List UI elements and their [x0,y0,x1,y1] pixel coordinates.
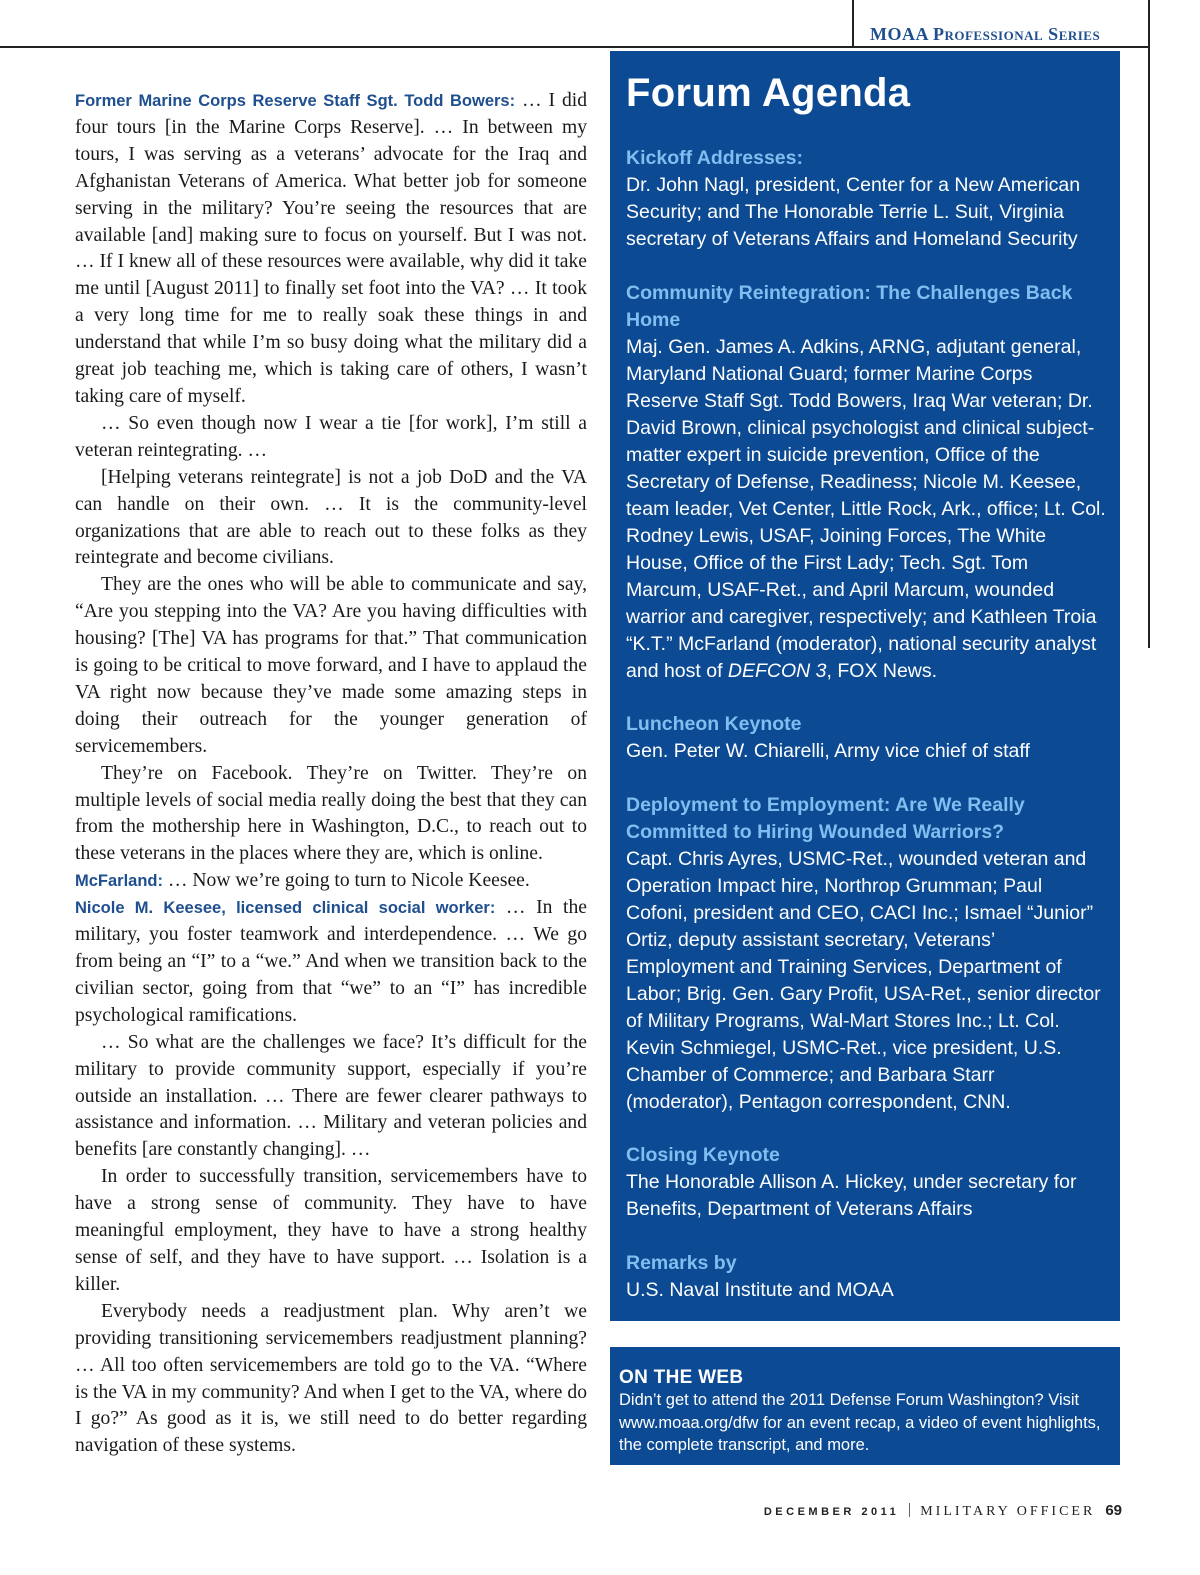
article-paragraph [75,868,587,895]
article-paragraph: They’re on Facebook. They’re on Twitter. They’re on multiple levels of social media really doing the best that they can from the mothership here in Washington, D.C., to reach out to these veterans in the places where they are, which is online. [75,762,587,865]
margin-rule [1148,0,1150,648]
article-paragraph: … So what are the challenges we face? It’s difficult for the military to provide community support, especially if you’re outside an installation. … There are fewer clearer pathways to assistance and information. … Military and veteran policies and benefits [are constantly changing]. … [75,1031,587,1161]
article-paragraph [75,88,587,411]
agenda-section-body: The Honorable Allison A. Hickey, under secretary for Benefits, Department of Veterans Affairs [626,1171,1077,1220]
series-label: MOAA Professional Series [870,24,1101,44]
paragraph-text: … In the military, you foster teamwork and interdependence. … We go from being an “I” to a “we.” And when we transition back to the civilian sector, going from that “we” to an “I” has incredible psychological ramifications. [75,897,587,1026]
paragraph-text: … Now we’re going to turn to Nicole Keesee. [163,870,530,892]
agenda-section-heading: Closing Keynote [626,1144,780,1166]
agenda-section-remarks [626,1250,1106,1304]
agenda-body-text: , FOX News. [826,659,938,682]
agenda-section-kickoff [626,145,1106,253]
agenda-section-heading: Community Reintegration: The Challenges Back Home [626,281,1073,331]
agenda-section-luncheon [626,711,1106,765]
speaker-label: Former Marine Corps Reserve Staff Sgt. Todd Bowers: [75,92,516,110]
header-divider [852,0,854,48]
web-heading: ON THE WEB [619,1367,744,1388]
speaker-label: McFarland: [75,872,164,891]
forum-agenda-box [610,51,1120,1321]
agenda-title: Forum Agenda [626,71,911,115]
agenda-section-deployment [626,792,1106,1116]
agenda-body-text: Maj. Gen. James A. Adkins, ARNG, adjutant general, Maryland National Guard; former Marine Corps Reserve Staff Sgt. Todd Bowers, Iraq War veteran; Dr. David Brown, clinical psychologist and clinical subject-matter expert in suicide prevention, Office of the Secretary of Defense, Readiness; Nicole M. Keesee, team leader, Vet Center, Little Rock, Ark., office; Lt. Col. Rodney Lewis, USAF, Joining Forces, The White House, Office of the First Lady; Tech. Sgt. Tom Marcum, USAF-Ret., and April Marcum, wounded warrior and caregiver, respectively; and Kathleen Troia “K.T.” McFarland (moderator), national security analyst and host of [626,335,1106,682]
agenda-section-community [626,280,1106,685]
paragraph-text: … I did four tours [in the Marine Corps Reserve]. … In between my tours, I was serving as a veterans’ advocate for the Iraq and Afghanistan Veterans of America. What better job for someone serving in the military? You’re seeing the resources that are available [and] making sure to focus on yourself. But I was not. … If I knew all of these resources were available, why did it take me until [August 2011] to finally set foot into the VA? … It took a very long time for me to really soak these things in and understand that while I’m so busy doing what the military did a great job teaching me, which is taking care of others, I wasn’t taking care of myself. [75,90,587,407]
page-footer [764,1502,1122,1520]
article-paragraph: In order to successfully transition, servicemembers have to have a strong sense of community. They have to have meaningful employment, they have to have a strong healthy sense of self, and they have to have support. … Isolation is a killer. [75,1166,587,1295]
agenda-section-heading: Deployment to Employment: Are We Really Committed to Hiring Wounded Warriors? [626,793,1025,843]
on-the-web-box [610,1347,1120,1465]
agenda-section-heading: Remarks by [626,1251,737,1274]
agenda-section-body: Dr. John Nagl, president, Center for a New American Security; and The Honorable Terrie L. Suit, Virginia secretary of Veterans Affairs and Homeland Security [626,174,1081,250]
article-paragraph: … So even though now I wear a tie [for work], I’m still a veteran reintegrating. … [75,412,587,461]
article-paragraph: [Helping veterans reintegrate] is not a job DoD and the VA can handle on their own. … It is the community-level organizations that are able to reach out to these folks as they reintegrate and become civilians. [75,466,587,569]
footer-divider [909,1503,910,1517]
web-body: Didn’t get to attend the 2011 Defense Forum Washington? Visit www.moaa.org/dfw for an event recap, a video of event highlights, the complete transcript, and more. [619,1391,1101,1454]
show-title: DEFCON 3 [727,659,827,682]
agenda-section-heading: Kickoff Addresses: [626,147,803,169]
page-number: 69 [1105,1502,1122,1519]
header-rule [0,46,1150,48]
article-paragraph [75,895,587,1030]
article-paragraph: They are the ones who will be able to communicate and say, “Are you stepping into the VA? Are you having difficulties with housing? [The] VA has programs for that.” That communication is going to be critical to move forward, and I have to applaud the VA right now because they’ve made some amazing steps in doing their outreach for the younger generation of servicemembers. [75,574,587,757]
speaker-label: Nicole M. Keesee, licensed clinical social worker: [75,899,496,918]
magazine-name: MILITARY OFFICER [920,1504,1096,1519]
agenda-section-closing [626,1142,1106,1223]
agenda-section-body [626,334,1106,685]
issue-date: DECEMBER 2011 [763,1506,900,1518]
agenda-section-body: Capt. Chris Ayres, USMC-Ret., wounded veteran and Operation Impact hire, Northrop Grumman; Paul Cofoni, president and CEO, CACI Inc.; Ismael “Junior” Ortiz, deputy assistant secretary, Veterans’ Employment and Training Services, Department of Labor; Brig. Gen. Gary Profit, USA-Ret., senior director of Military Programs, Wal-Mart Stores Inc.; Lt. Col. Kevin Schmiegel, USMC-Ret., vice president, U.S. Chamber of Commerce; and Barbara Starr (moderator), Pentagon correspondent, CNN. [626,847,1101,1113]
agenda-section-body: U.S. Naval Institute and MOAA [626,1278,894,1301]
article-paragraph: Everybody needs a readjustment plan. Why aren’t we providing transitioning servicemembers readjustment planning? … All too often servicemembers are told go to the VA. “Where is the VA in my community? And when I get to the VA, where do I go?” As good as it is, we still need to do better regarding navigation of these systems. [75,1300,587,1457]
agenda-section-body: Gen. Peter W. Chiarelli, Army vice chief of staff [626,740,1030,762]
agenda-section-heading: Luncheon Keynote [626,713,802,735]
article-column [75,88,587,1460]
